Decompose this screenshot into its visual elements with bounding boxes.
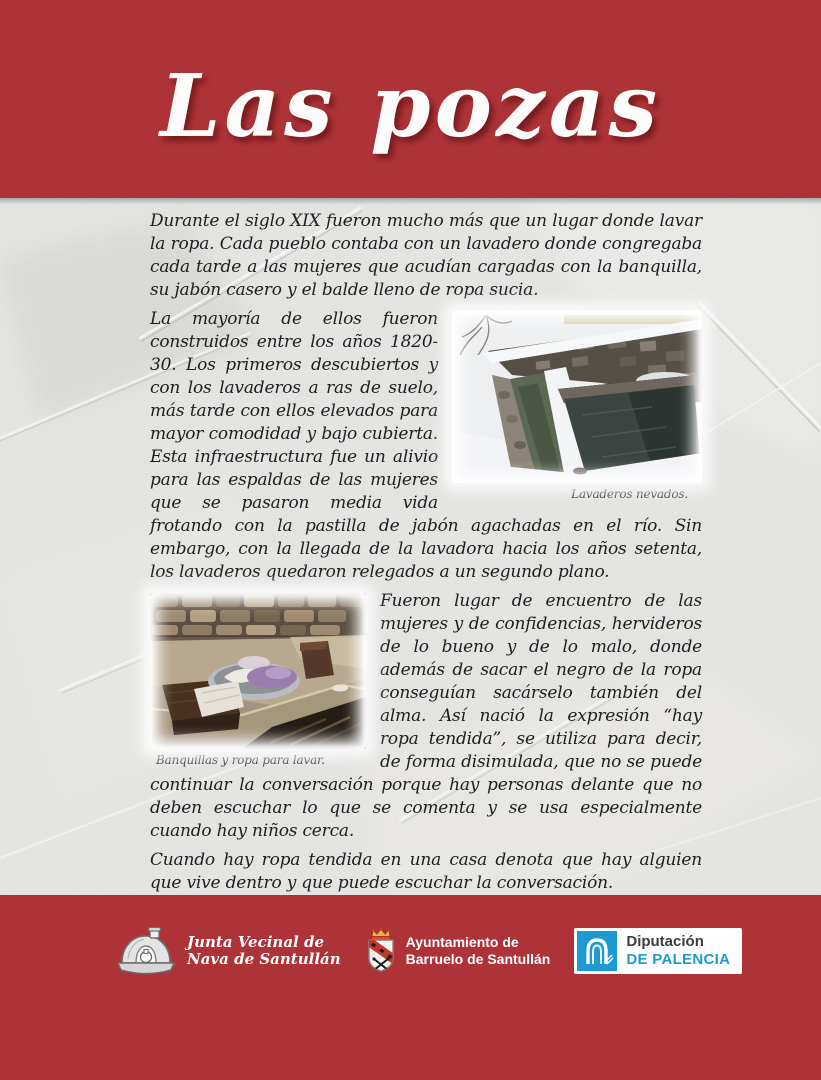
paragraph-intro: Durante el siglo XIX fueron mucho más que un lugar donde lavar la ropa. Cada pueblo contaba con un lavadero donde congregaba cada tarde a las mujeres que acudían cargadas con la banquilla, su jabón casero y el balde lleno de ropa sucia. xyxy=(150,211,702,300)
logo-junta-text xyxy=(187,934,341,968)
paragraph-construccion: La mayoría de ellos fueron construidos entre los años 1820-30. Los primeros descubiertos y con los lavaderos a ras de suelo, más tarde con ellos elevados para mayor comodidad y bajo cubierta. Esta infraestructura fue un alivio para las espaldas de las mujeres que se pasaron media vida frotando con la pastilla de jabón agachadas en el río. Sin embargo, con la llegada de la lavadora hacia los años setenta, los lavaderos quedaron relegados a un segundo plano. xyxy=(150,309,702,582)
poster-title: Las pozas xyxy=(159,56,662,157)
caption-banquillas: Banquillas y ropa para lavar. xyxy=(156,753,325,767)
logo-ayuntamiento-text xyxy=(406,934,551,968)
logo-junta-line1: Junta Vecinal de xyxy=(187,933,324,951)
logo-junta-vecinal xyxy=(114,927,341,975)
footer-band xyxy=(0,895,821,1080)
logo-row xyxy=(0,895,821,975)
logo-ayuntamiento-line1: Ayuntamiento de xyxy=(405,934,519,950)
logo-diputacion xyxy=(574,928,742,974)
bread-oven-icon xyxy=(114,927,178,975)
diputacion-blue-square xyxy=(577,931,617,971)
logo-diputacion-text xyxy=(626,933,730,969)
diputacion-line1: Diputación xyxy=(626,933,704,950)
photo-frame xyxy=(452,311,702,483)
logo-ayuntamiento-line2: Barruelo de Santullán xyxy=(405,951,551,967)
washing-benches-illustration xyxy=(150,593,366,749)
snowy-washhouse-illustration xyxy=(452,311,702,483)
coat-of-arms-icon xyxy=(365,928,397,974)
content-area xyxy=(0,198,821,895)
paragraph-ropa-tendida: Cuando hay ropa tendida en una casa denota que hay alguien que vive dentro y que puede escuchar la conversación. xyxy=(150,850,702,893)
photo-banquillas xyxy=(150,593,366,768)
romanesque-arch-icon xyxy=(580,934,614,968)
paragraph-encuentro: Fueron lugar de encuentro de las mujeres y de confidencias, hervideros de lo bueno y de lo malo, donde además de sacar el negro de la ropa conseguían sacárselo también del alma. Así nació la expresión “hay ropa tendida”, se utiliza para decir, de forma disimulada, que no se puede continuar la conversación porque hay personas delante que no deben escuchar lo que se comenta y se usa especialmente cuando hay niños cerca. xyxy=(150,591,702,841)
photo-lavaderos-nevados xyxy=(452,311,702,502)
logo-ayuntamiento xyxy=(365,928,551,974)
caption-lavaderos-nevados: Lavaderos nevados. xyxy=(571,487,688,501)
article-text xyxy=(150,210,702,895)
logo-junta-line2: Nava de Santullán xyxy=(187,950,341,968)
diputacion-line2: DE PALENCIA xyxy=(626,951,731,968)
header-band xyxy=(0,0,821,198)
photo-frame xyxy=(150,593,366,749)
